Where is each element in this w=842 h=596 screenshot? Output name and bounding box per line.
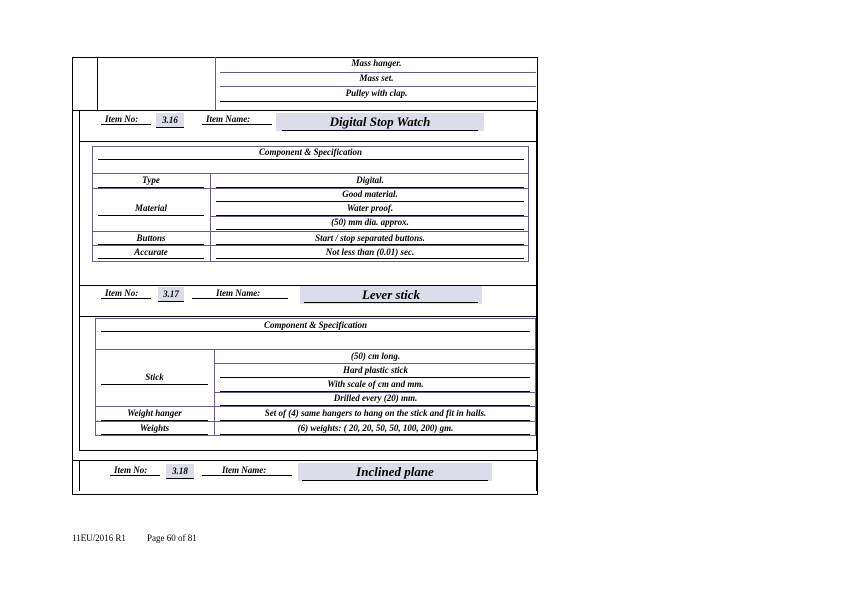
row-accurate-ul — [216, 258, 524, 259]
item-no-label: Item No: — [101, 114, 151, 125]
item-name-underline — [304, 302, 478, 303]
item-name-value: Digital Stop Watch — [276, 113, 484, 131]
item-no-value: 3.16 — [156, 113, 184, 128]
footer-page-number: Page 60 of 81 — [147, 533, 197, 543]
item-name-label: Item Name: — [202, 465, 292, 476]
row-value-stick-4: Drilled every (20) mm. — [333, 393, 418, 403]
top-rule-2 — [220, 86, 536, 87]
row-wh-sep — [95, 421, 536, 422]
row-label-material-ul — [98, 215, 204, 216]
row-value-accurate: Not less than (0.01) sec. — [325, 247, 415, 257]
row-value-stick-2: Hard plastic stick — [343, 365, 408, 375]
sec317-rule-a — [79, 316, 537, 317]
row-mat3-ul — [216, 229, 524, 230]
row-value-material-2: Water proof. — [346, 203, 394, 213]
item-name-underline — [282, 130, 478, 131]
item-name-value: Inclined plane — [298, 463, 492, 481]
row-stick2-ul — [220, 377, 530, 378]
item-name-label: Item Name: — [202, 114, 272, 125]
row-label-weight-hanger: Weight hanger — [127, 408, 182, 418]
spec-title-rule-317 — [101, 331, 530, 332]
spec-title-316: Component & Specification — [258, 147, 362, 157]
row-mat3-sep — [92, 231, 529, 232]
row-value-weights: (6) weights: ( 20, 20, 50, 50, 100, 200) gm. — [297, 423, 454, 433]
spec-hdr-rule-317 — [95, 349, 536, 350]
spec-hdr-rule-316 — [92, 173, 529, 174]
item-no-value: 3.17 — [158, 287, 184, 302]
row-label-stick: Stick — [145, 372, 164, 382]
row-label-accurate: Accurate — [134, 247, 168, 257]
row-value-weight-hanger: Set of (4) same hangers to hang on the stick and fit in halls. — [264, 408, 487, 418]
row-label-buttons: Buttons — [136, 233, 166, 243]
row-stick1-sep — [215, 363, 536, 364]
row-weights-ul — [220, 434, 530, 435]
item-name-value: Lever stick — [300, 286, 482, 304]
spec-title-317: Component & Specification — [263, 320, 367, 330]
item-no-label: Item No: — [101, 288, 151, 299]
item-no-value: 3.18 — [166, 464, 194, 479]
row-label-weights-ul — [101, 434, 208, 435]
row-buttons-sep — [92, 245, 529, 246]
row-value-type: Digital. — [356, 175, 384, 185]
item-no-label: Item No: — [110, 465, 160, 476]
top-item-1: Mass hanger. — [351, 58, 402, 68]
row-label-weights: Weights — [139, 423, 170, 433]
sec316-rule-a — [79, 141, 537, 142]
row-value-material-1: Good material. — [342, 189, 398, 199]
row-value-buttons: Start / stop separated buttons. — [315, 233, 425, 243]
row-label-type: Type — [142, 175, 160, 185]
row-stick-sep — [95, 406, 536, 407]
item-name-label: Item Name: — [192, 288, 288, 299]
row-label-accurate-ul — [98, 258, 204, 259]
top-item-2: Mass set. — [359, 73, 394, 83]
top-rule-3 — [220, 101, 536, 102]
row-label-material: Material — [134, 203, 167, 213]
row-label-stick-ul — [101, 384, 208, 385]
row-value-stick-3: With scale of cm and mm. — [327, 379, 424, 389]
spec-title-rule-316 — [98, 159, 524, 160]
sec317-bottom — [79, 450, 537, 451]
footer-doc-ref: 11EU/2016 R1 — [72, 533, 126, 543]
row-mat1-ul — [216, 201, 524, 202]
row-value-material-3: (50) mm dia. approx. — [331, 217, 409, 227]
top-left-col-line — [97, 57, 98, 111]
row-value-stick-1: (50) cm long. — [350, 351, 401, 361]
top-item-3: Pulley with clap. — [345, 88, 408, 98]
item-name-underline — [302, 480, 488, 481]
